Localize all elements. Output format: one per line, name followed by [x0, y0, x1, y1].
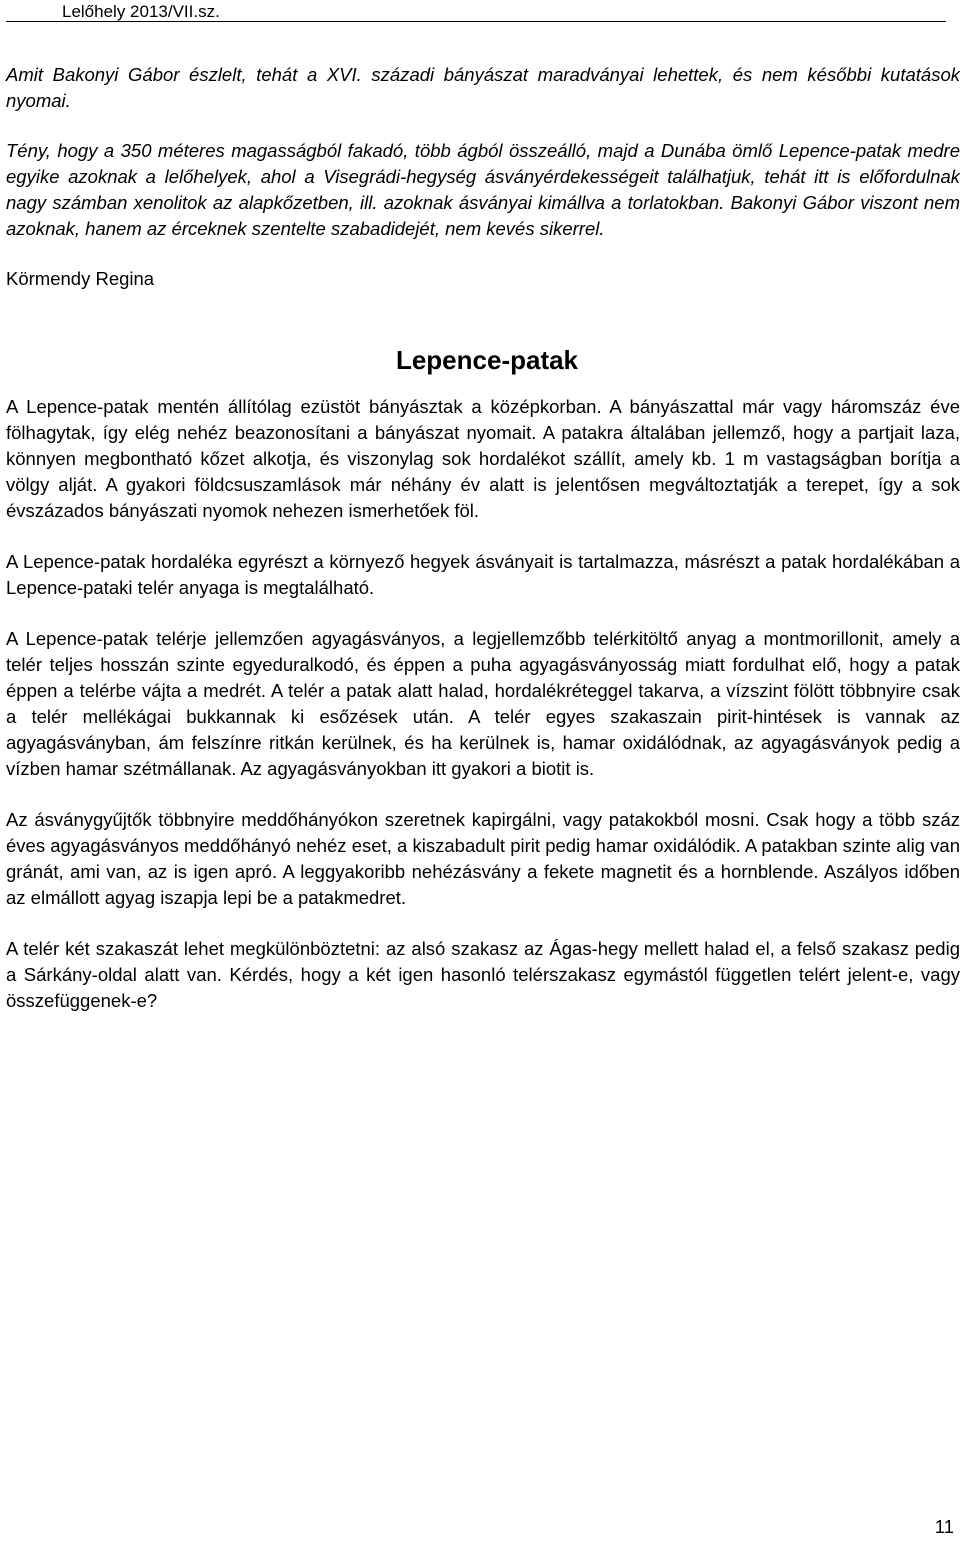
running-header: Lelőhely 2013/VII.sz. [6, 2, 946, 22]
intro-paragraph: Tény, hogy a 350 méteres magasságból fakadó, több ágból összeálló, majd a Dunába ömlő Lepence-patak medre egyike azoknak a lelőhelyek, ahol a Visegrádi-hegység ásványérdekességeit találhatjuk, tehát itt is előfordulnak nagy számban xenolitok az alapkőzetben, ill. azoknak ásványai kimállva a torlatokban. Bakonyi Gábor viszont nem azoknak, hanem az érceknek szentelte szabadidejét, nem kevés sikerrel. [6, 140, 960, 239]
body-paragraph: A Lepence-patak mentén állítólag ezüstöt bányásztak a középkorban. A bányászattal már vagy háromszáz éve fölhagytak, így elég nehéz beazonosítani a bányászat nyomait. A patakra általában jellemző, hogy a partjait laza, könnyen megbontható kőzet alkotja, és viszonylag sok hordalékot szállít, amely kb. 1 m vastagságban borítja a völgy alját. A gyakori földcsuszamlások már néhány év alatt is jelentősen megváltoztatják a terepet, így a sok évszázados bányászati nyomok nehezen ismerhetőek föl. [6, 396, 960, 521]
page-number: 11 [934, 1516, 954, 1537]
page-content [6, 62, 960, 1014]
body-paragraph: A Lepence-patak telérje jellemzően agyagásványos, a legjellemzőbb telérkitöltő anyag a montmorillonit, amely a telér teljes hosszán szinte egyeduralkodó, és éppen a puha agyagásványosság miatt fordulhat elő, hogy a patak éppen a telérbe vájta a medrét. A telér a patak alatt halad, hordalékréteggel takarva, a vízszint fölött többnyire csak a telér mellékágai bukkannak ki esőzések után. A telér egyes szakaszain pirit-hintések is vannak az agyagásványban, ám felszínre ritkán kerülnek, és ha kerülnek is, hamar oxidálódnak, az agyagásványok pedig a vízben hamar szétmállanak. Az agyagásványokban itt gyakori a biotit is. [6, 628, 960, 779]
article-title: Lepence-patak [395, 345, 579, 375]
body-paragraph: Az ásványgyűjtők többnyire meddőhányókon szeretnek kapirgálni, vagy patakokból mosni. Csak hogy a több száz éves agyagásványos meddőhányó nehéz eset, a kiszabadult pirit pedig hamar oxidálódik. A patakban szinte alig van gránát, ami van, az is igen apró. A leggyakoribb nehézásvány a fekete magnetit és a hornblende. Aszályos időben az elmállott agyag iszapja lepi be a patakmedret. [6, 809, 960, 908]
body-paragraph: A telér két szakaszát lehet megkülönböztetni: az alsó szakasz az Ágas-hegy mellett halad el, a felső szakasz pedig a Sárkány-oldal alatt van. Kérdés, hogy a két igen hasonló telérszakasz egymástól független telért jelent-e, vagy összefüggenek-e? [6, 938, 960, 1011]
intro-paragraph: Amit Bakonyi Gábor észlelt, tehát a XVI. századi bányászat maradványai lehettek, és nem későbbi kutatások nyomai. [6, 64, 960, 111]
body-paragraph: A Lepence-patak hordaléka egyrészt a környező hegyek ásványait is tartalmazza, másrészt a patak hordalékában a Lepence-pataki telér anyaga is megtalálható. [6, 551, 960, 598]
article-author: Körmendy Regina [6, 268, 155, 289]
